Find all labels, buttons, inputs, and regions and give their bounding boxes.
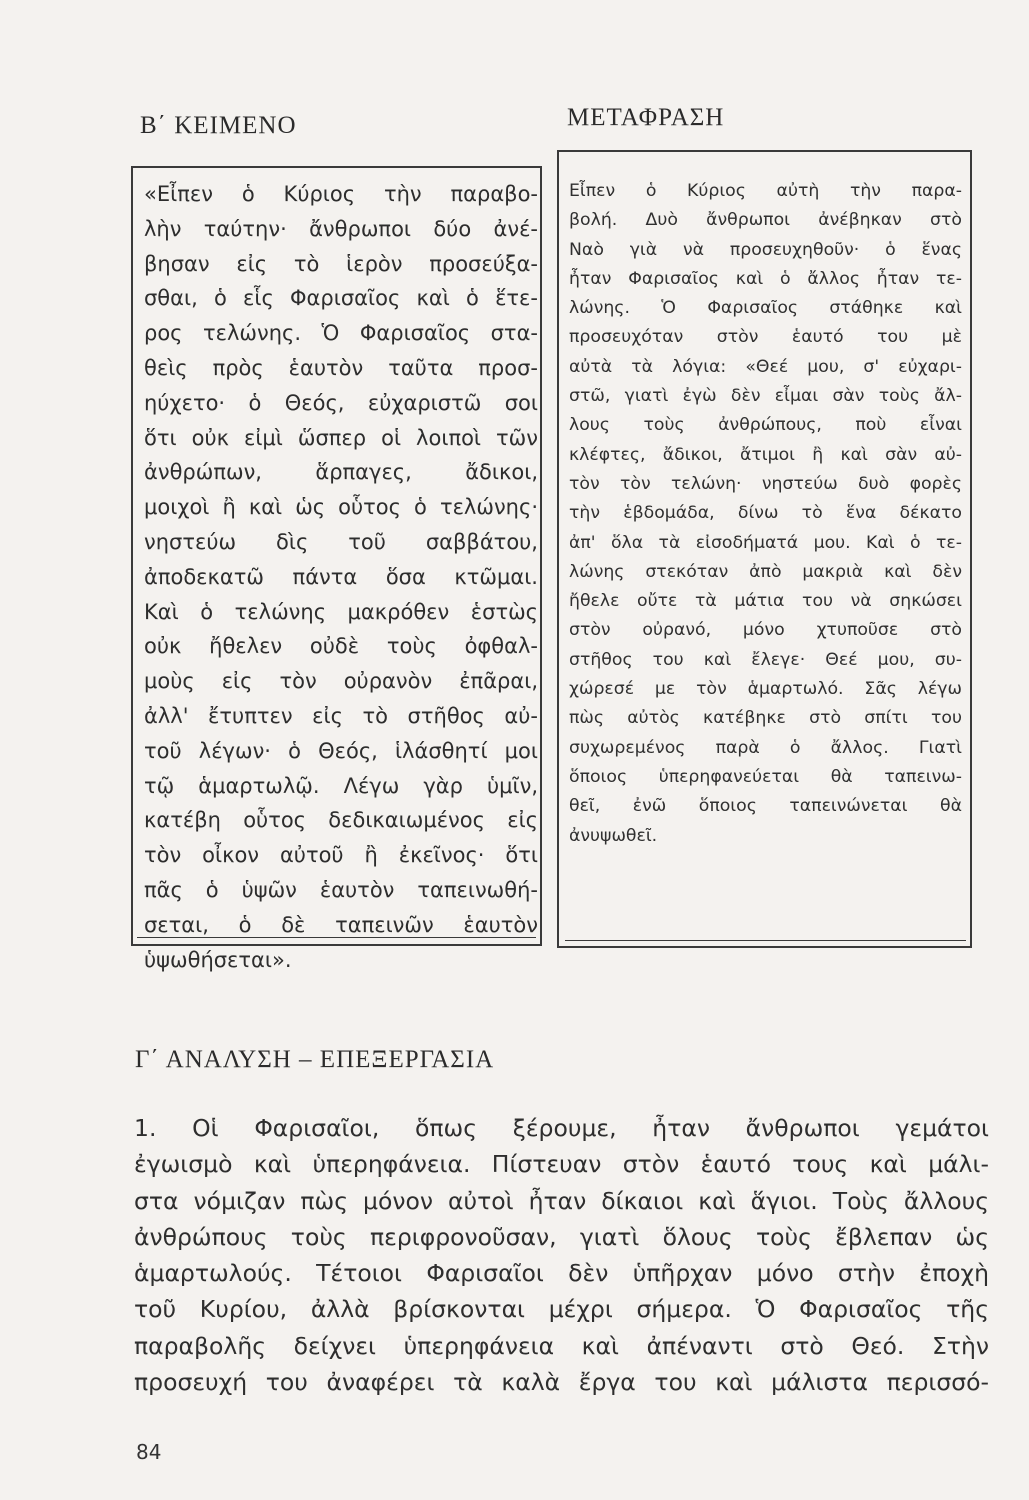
text-line: τῷ ἁμαρτωλῷ. Λέγω γὰρ ὑμῖν, bbox=[144, 773, 538, 798]
text-line: ἀλλ' ἔτυπτεν εἰς τὸ στῆθος αὐ- bbox=[144, 703, 538, 728]
text-line: χώρεσέ με τὸν ἁμαρτωλό. Σᾶς λέγω bbox=[569, 679, 962, 700]
text-line: λώνης στεκόταν ἀπὸ μακριὰ καὶ δὲν bbox=[569, 561, 962, 582]
text-line: Εἶπεν ὁ Κύριος αὐτὴ τὴν παρα- bbox=[569, 181, 962, 201]
text-line: ὅτι οὐκ εἰμὶ ὥσπερ οἱ λοιποὶ τῶν bbox=[144, 425, 538, 450]
text-line: ἀπ' ὅλα τὰ εἰσοδήματά μου. Καὶ ὁ τε- bbox=[569, 532, 962, 553]
text-line: ἁμαρτωλούς. Τέτοιοι Φαρισαῖοι δὲν ὑπῆρχαν μόνο στὴν ἐποχὴ bbox=[134, 1259, 989, 1288]
text-line: στα νόμιζαν πὼς μόνον αὐτοὶ ἦταν δίκαιοι καὶ ἅγιοι. Τοὺς ἄλλους bbox=[134, 1186, 989, 1215]
text-line: στῶ, γιατὶ ἐγὼ δὲν εἶμαι σὰν τοὺς ἄλ- bbox=[569, 386, 962, 407]
text-line: οὐκ ἤθελεν οὐδὲ τοὺς ὀφθαλ- bbox=[144, 634, 538, 659]
text-line: προσευχή του ἀναφέρει τὰ καλὰ ἔργα του καὶ μάλιστα περισσό- bbox=[134, 1368, 989, 1397]
text-line: θεὶς πρὸς ἑαυτὸν ταῦτα προσ- bbox=[144, 355, 538, 380]
text-line: τὸν τὸν τελώνη· νηστεύω δυὸ φορὲς bbox=[569, 473, 962, 494]
text-line: λους τοὺς ἀνθρώπους, ποὺ εἶναι bbox=[569, 415, 962, 436]
text-line: κλέφτες, ἄδικοι, ἄτιμοι ἢ καὶ σὰν αὐ- bbox=[569, 444, 962, 465]
text-line: θεῖ, ἐνῶ ὅποιος ταπεινώνεται θὰ bbox=[569, 796, 962, 817]
analysis-text bbox=[134, 1110, 989, 1400]
text-line: νηστεύω δὶς τοῦ σαββάτου, bbox=[144, 529, 538, 554]
text-line: 1. Οἱ Φαρισαῖοι, ὅπως ξέρουμε, ἦταν ἄνθρωποι γεμάτοι bbox=[134, 1114, 989, 1142]
analysis-heading: Γ΄ ΑΝΑΛΥΣΗ – ΕΠΕΞΕΡΓΑΣΙΑ bbox=[135, 1046, 495, 1073]
text-line: σθαι, ὁ εἷς Φαρισαῖος καὶ ὁ ἕτε- bbox=[144, 286, 538, 311]
text-line: Καὶ ὁ τελώνης μακρόθεν ἑστὼς bbox=[144, 599, 538, 624]
text-line: ἤθελε οὔτε τὰ μάτια του νὰ σηκώσει bbox=[569, 591, 962, 612]
page-number: 84 bbox=[136, 1440, 162, 1464]
text-line: τὴν ἑβδομάδα, δίνω τὸ ἕνα δέκατο bbox=[569, 503, 962, 524]
text-line: βολή. Δυὸ ἄνθρωποι ἀνέβηκαν στὸ bbox=[569, 210, 962, 231]
text-line: «Εἶπεν ὁ Κύριος τὴν παραβο- bbox=[144, 182, 538, 206]
text-line: ἀποδεκατῶ πάντα ὅσα κτῶμαι. bbox=[144, 564, 538, 589]
text-line: στῆθος του καὶ ἔλεγε· Θεέ μου, συ- bbox=[569, 649, 962, 670]
text-line: πᾶς ὁ ὑψῶν ἑαυτὸν ταπεινωθή- bbox=[144, 877, 538, 902]
text-line: ἦταν Φαρισαῖος καὶ ὁ ἄλλος ἦταν τε- bbox=[569, 268, 962, 289]
text-line: ἐγωισμὸ καὶ ὑπερηφάνεια. Πίστευαν στὸν ἑαυτό τους καὶ μάλι- bbox=[134, 1150, 989, 1179]
text-line: προσευχόταν στὸν ἑαυτό του μὲ bbox=[569, 327, 962, 348]
translation-text bbox=[569, 177, 962, 851]
text-line: τοῦ Κυρίου, ἀλλὰ βρίσκονται μέχρι σήμερα. Ὁ Φαρισαῖος τῆς bbox=[134, 1295, 989, 1324]
text-line: ἀνθρώπων, ἅρπαγες, ἄδικοι, bbox=[144, 460, 538, 485]
text-line: τοῦ λέγων· ὁ Θεός, ἱλάσθητί μοι bbox=[144, 738, 538, 763]
text-line: ἀνθρώπους τοὺς περιφρονοῦσαν, γιατὶ ὅλους τοὺς ἔβλεπαν ὡς bbox=[134, 1222, 989, 1251]
text-line: ἀνυψωθεῖ. bbox=[569, 825, 658, 846]
translation-heading: ΜΕΤΑΦΡΑΣΗ bbox=[567, 104, 725, 131]
text-line: ὅποιος ὑπερηφανεύεται θὰ ταπεινω- bbox=[569, 766, 962, 787]
text-line: κατέβη οὗτος δεδικαιωμένος εἰς bbox=[144, 808, 538, 833]
text-line: αὐτὰ τὰ λόγια: «Θεέ μου, σ' εὐχαρι- bbox=[569, 356, 962, 377]
text-line: τὸν οἶκον αὐτοῦ ἢ ἐκεῖνος· ὅτι bbox=[144, 843, 538, 868]
text-line: πὼς αὐτὸς κατέβηκε στὸ σπίτι του bbox=[569, 708, 962, 729]
text-line: παραβολῆς δείχνει ὑπερηφάνεια καὶ ἀπέναντι στὸ Θεό. Στὴν bbox=[134, 1331, 989, 1360]
text-line: ηύχετο· ὁ Θεός, εὐχαριστῶ σοι bbox=[144, 390, 538, 415]
text-line: ὑψωθήσεται». bbox=[144, 947, 292, 972]
text-line: λὴν ταύτην· ἄνθρωποι δύο ἀνέ- bbox=[144, 216, 538, 241]
text-line: στὸν οὐρανό, μόνο χτυποῦσε στὸ bbox=[569, 620, 962, 641]
original-text-heading: Β΄ ΚΕΙΜΕΝΟ bbox=[140, 112, 297, 139]
text-line: ρος τελώνης. Ὁ Φαρισαῖος στα- bbox=[144, 321, 538, 346]
text-line: βησαν εἰς τὸ ἱερὸν προσεύξα- bbox=[144, 251, 538, 276]
text-line: μοιχοὶ ἢ καὶ ὡς οὗτος ὁ τελώνης· bbox=[144, 495, 538, 520]
text-line: μοὺς εἰς τὸν οὐρανὸν ἐπᾶραι, bbox=[144, 669, 538, 694]
original-text bbox=[144, 177, 538, 977]
text-line: συχωρεμένος παρὰ ὁ ἄλλος. Γιατὶ bbox=[569, 737, 962, 758]
text-line: σεται, ὁ δὲ ταπεινῶν ἑαυτὸν bbox=[144, 912, 538, 937]
text-line: Ναὸ γιὰ νὰ προσευχηθοῦν· ὁ ἕνας bbox=[569, 239, 962, 260]
text-line: λώνης. Ὁ Φαρισαῖος στάθηκε καὶ bbox=[569, 298, 962, 319]
